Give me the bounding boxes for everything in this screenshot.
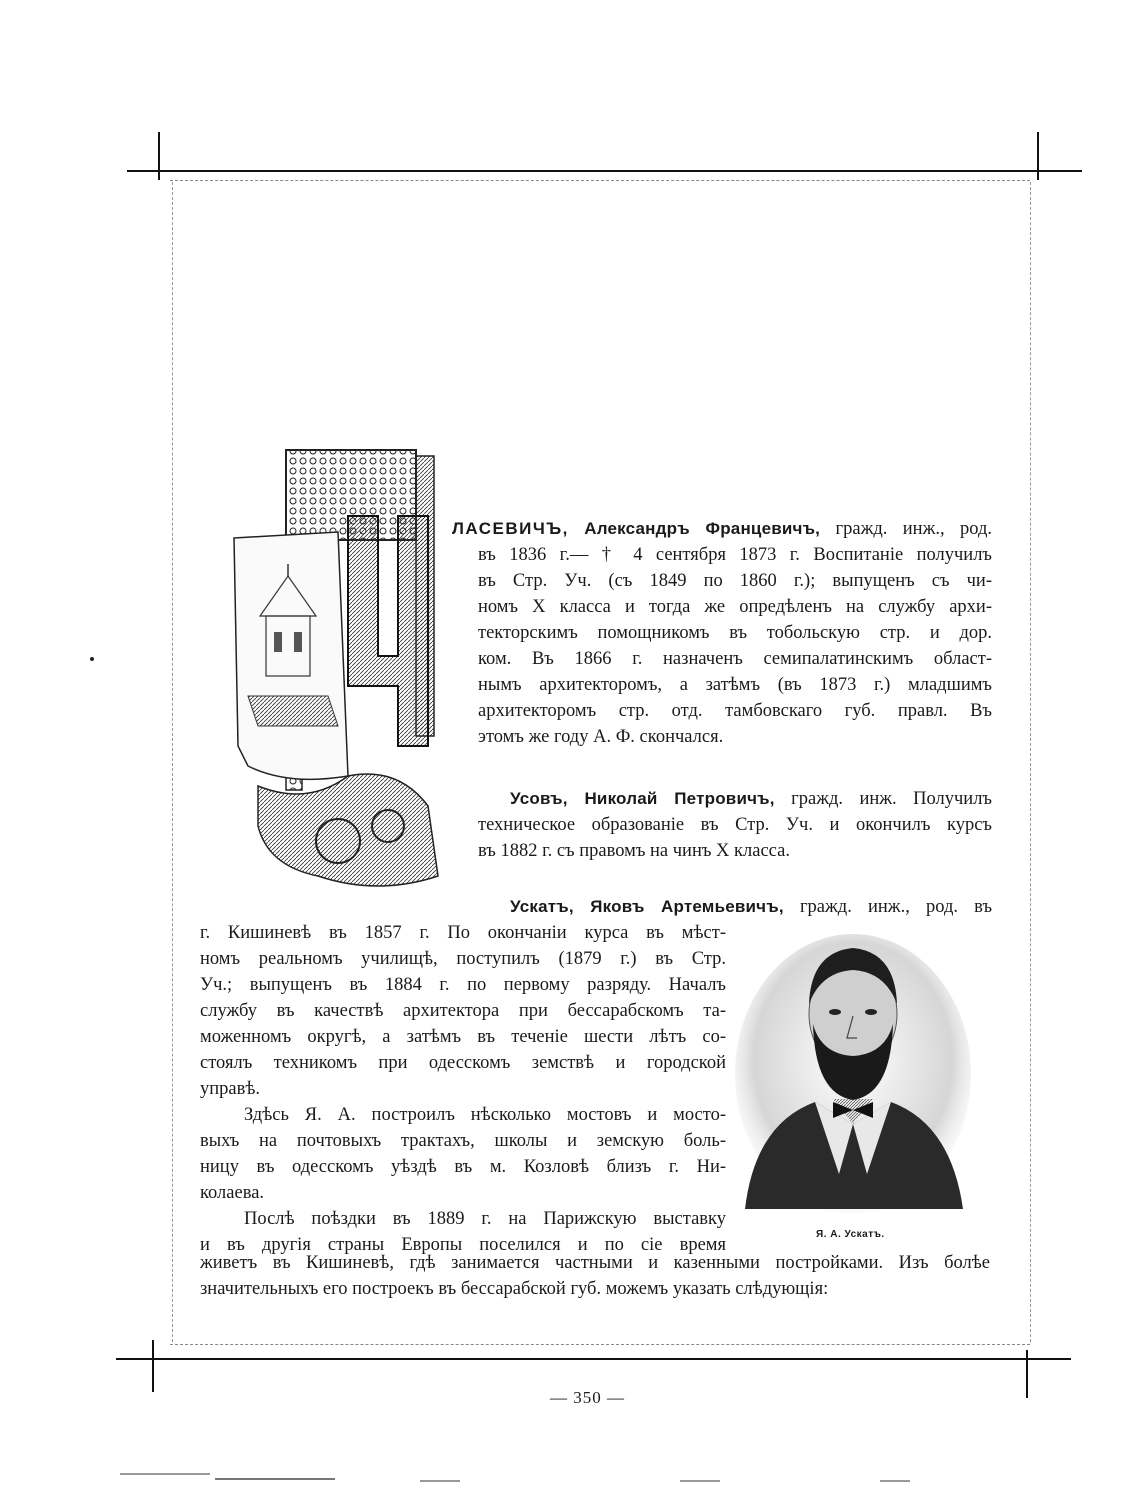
headpiece-ornament [228,446,446,898]
entry-uskat-body: г. Кишиневѣ въ 1857 г. По окончаніи курса въ мѣст- номъ реальномъ училищѣ, поступилъ (1879 г.) въ Стр. Уч.; выпущенъ въ 1884 г. по первому разряду. Началъ службу въ качествѣ архитектора при бессарабскомъ та- моженномъ округѣ, а затѣмъ въ теченіе шести лѣтъ со- стоялъ техникомъ при одесскомъ земствѣ и городской управѣ. Здѣсь Я. А. построилъ нѣсколько мостовъ и мосто- выхъ на почтовыхъ трактахъ, школы и земскую боль- ницу въ одесскомъ уѣздѣ въ м. Козловѣ близъ г. Ни- колаева. Послѣ поѣздки въ 1889 г. на Парижскую выставку и въ другія страны Европы поселился и по сіе время [200,923,726,1255]
scan-mark [420,1480,460,1482]
entry-uskat-tail: живетъ въ Кишиневѣ, гдѣ занимается частными и казенными постройками. Изъ болѣе значительныхъ его построекъ въ бессарабской губ. можемъ указать слѣдующія: [200,1253,990,1299]
margin-dot [90,657,94,661]
entry-name: Ускатъ, Яковъ Артемьевичъ, [510,897,784,916]
portrait-caption: Я. А. Ускатъ. [816,1229,885,1240]
entry-usov: Усовъ, Николай Петровичъ, гражд. инж. Получилъ техническое образованіе въ Стр. Уч. и окончилъ курсъ въ 1882 г. съ правомъ на чинъ X класса. [478,789,992,861]
right-rule-bottom [1026,1350,1028,1398]
scan-mark [680,1480,720,1482]
inner-bottom-rule [170,1344,1030,1345]
inner-top-rule [170,180,1030,181]
scan-mark [880,1480,910,1482]
inner-left-rule [172,182,173,1342]
entry-given-name: Александръ Францевичъ, [584,519,821,538]
portrait-image [735,924,971,1214]
entry-surname: ЛАСЕВИЧЪ, [452,519,569,538]
scan-mark [215,1478,335,1480]
entry-name: Усовъ, Николай Петровичъ, [510,789,775,808]
inner-right-rule [1030,182,1031,1342]
right-rule-top [1037,132,1039,180]
entry-lasevich: ЛАСЕВИЧЪ, Александръ Францевичъ, гражд. инж., род. въ 1836 г.— † 4 сентября 1873 г. Воспитаніе получилъ въ Стр. Уч. (съ 1849 по 1860 г.); выпущенъ съ чи- номъ X класса и тогда же опредѣленъ на службу архи- текторскимъ помощникомъ въ тобольскую стр. и дор. ком. Въ 1866 г. назначенъ семипалатинскимъ област- нымъ архитекторомъ, а затѣмъ (въ 1873 г.) младшимъ архитекторомъ стр. отд. тамбовскаго губ. правл. Въ этомъ же году А. Ф. скончался. [452,519,993,747]
left-rule-bottom [152,1340,154,1392]
entry-uskat-head: Ускатъ, Яковъ Артемьевичъ, гражд. инж., род. въ [510,897,993,917]
left-rule-top [158,132,160,180]
bottom-rule [116,1358,1071,1360]
scan-mark [120,1473,210,1475]
top-rule [127,170,1082,172]
page-number: — 350 — [550,1388,625,1407]
